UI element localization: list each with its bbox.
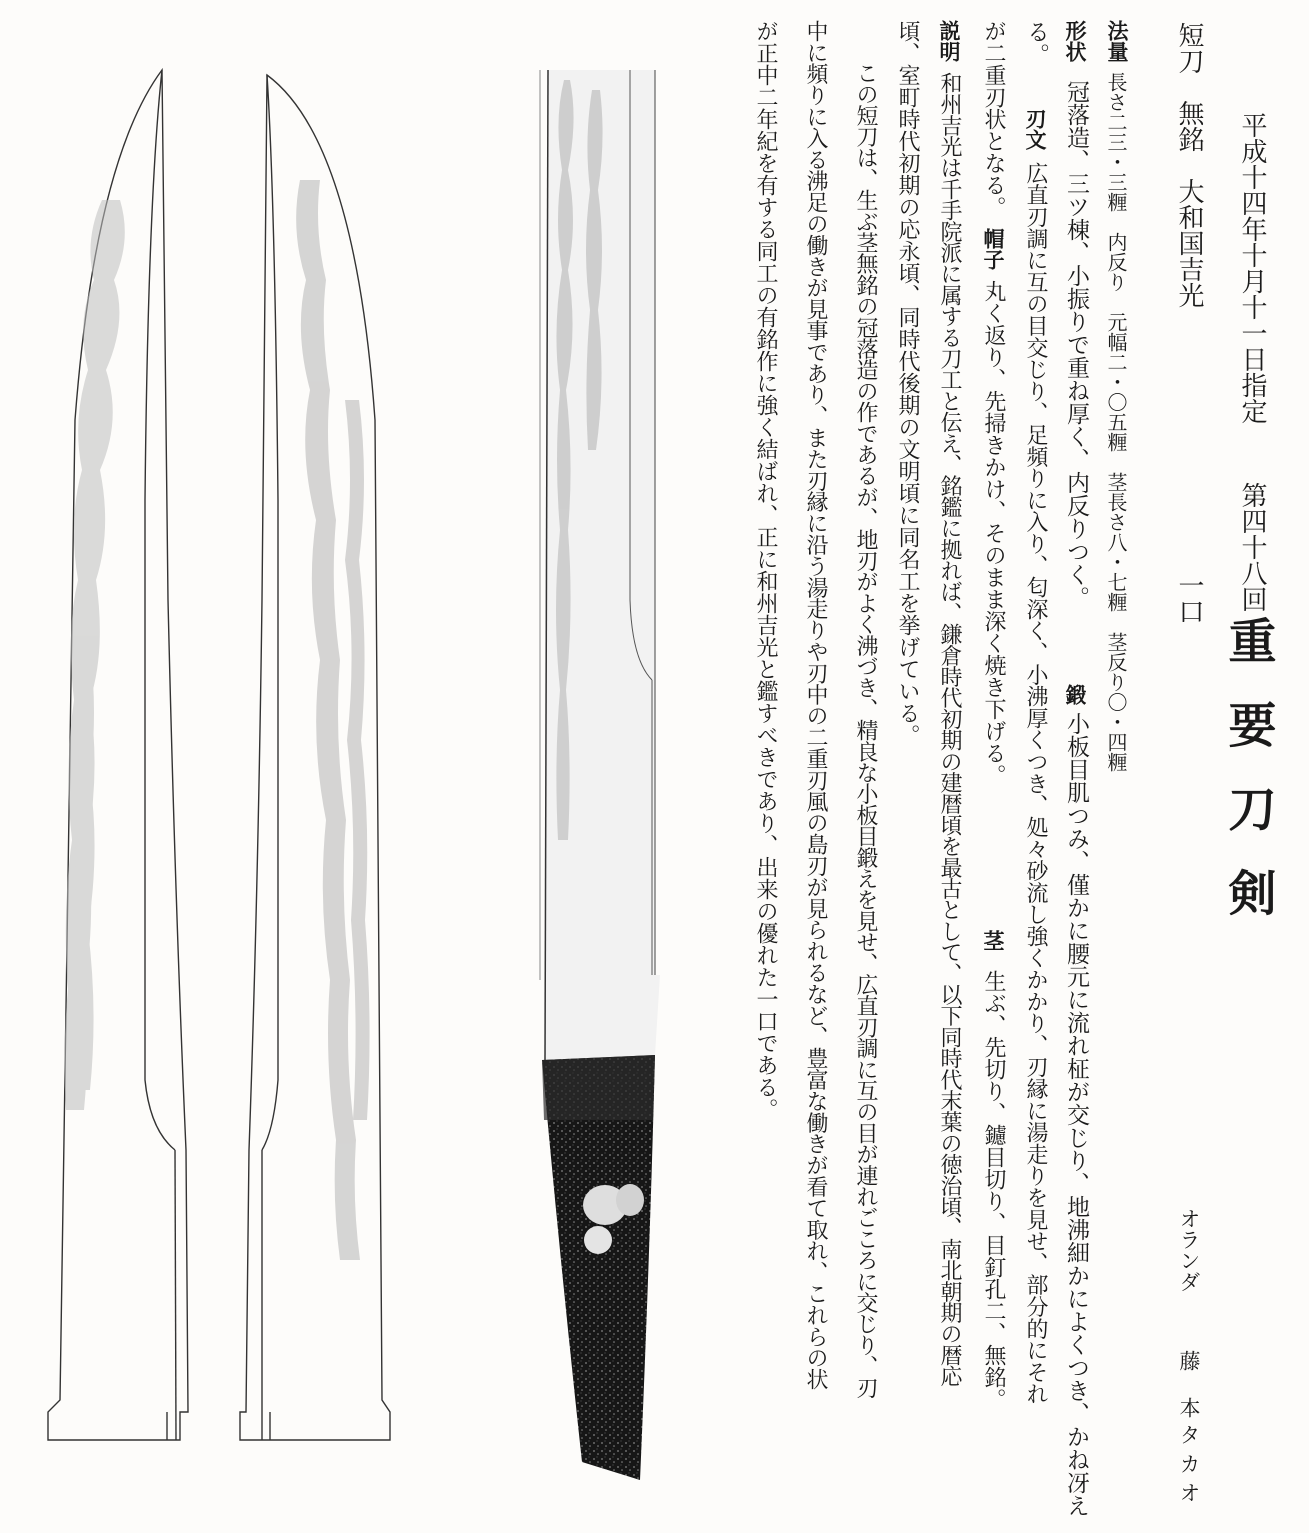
keijo-text: 冠落造、三ツ棟、小振りで重ね厚く、内反りつく。 — [1063, 80, 1089, 609]
setsumei-line-2: 頃、室町時代初期の応永頃、同時代後期の文明頃に同名工を挙げている。 — [895, 20, 920, 746]
setsumei-line-1: 和州吉光は千手院派に属する刀工と伝え、銘鑑に拠れば、鎌倉時代初期の建暦頃を最古として、以下同時代末葉の徳治頃、南北朝期の暦応 — [937, 72, 962, 1387]
owner-family: 藤本 — [1177, 1350, 1201, 1444]
sword-photograph — [540, 70, 660, 1480]
paragraph-line-2: 中に頻りに入る沸足の働きが見事であり、また刃縁に沿う湯走りや刃中の二重刃風の島刃が見られるなど、豊富な働きが看て取れ、これらの状 — [803, 20, 828, 1390]
hamon-text: 広直刃調に互の目交じり、足頻りに入り、匂深く、小沸厚くつき、処々砂流し強くかかり、刃縁に湯走りを見せ、部分的にそれ — [1023, 162, 1048, 1405]
hamon-shading-middle — [296, 180, 369, 1260]
owner-region: オランダ — [1177, 1208, 1201, 1292]
kitae-label: 鍛 — [1063, 684, 1087, 705]
paragraph-line-1: この短刀は、生ぶ茎無銘の冠落造の作であるが、地刃がよく沸づき、精良な小板目鍛えを見せ、広直刃調に互の目が連れごころに交じり、刃 — [853, 62, 878, 1398]
sword-count: 一口 — [1174, 572, 1204, 624]
boshi-label: 帽子 — [981, 228, 1005, 270]
hamon-label: 刃文 — [1023, 108, 1047, 150]
session-number: 第四十八回 — [1237, 482, 1267, 612]
nakago-text: 生ぶ、先切り、鑢目切り、目釘孔二、無銘。 — [981, 970, 1006, 1410]
page-title: 重要刀剣 — [1220, 616, 1276, 952]
sword-name: 短刀 無銘 大和国吉光 — [1174, 22, 1204, 308]
setsumei-label: 説明 — [937, 20, 961, 62]
keijo-label: 形状 — [1063, 20, 1087, 62]
designation-date: 平成十四年十月十一日指定 — [1237, 112, 1267, 424]
kitae-text: 小板目肌つみ、僅かに腰元に流れ柾が交じり、地沸細かによくつき、かね冴え — [1063, 712, 1089, 1517]
hamon-shading-left — [64, 200, 124, 1110]
hamon-text-cont: が二重刃状となる。 — [981, 20, 1006, 218]
nakago-label: 茎 — [981, 930, 1005, 951]
boshi-text: 丸く返り、先掃きかけ、そのまま深く焼き下げる。 — [981, 280, 1006, 786]
hoi-text: 長さ二三・三糎 内反り 元幅二・〇五糎 茎長さ八・七糎 茎反り〇・四糎 — [1104, 72, 1128, 772]
owner-given: タカオ — [1177, 1424, 1201, 1511]
hoi-label: 法量 — [1105, 20, 1129, 62]
paragraph-line-3: が正中二年紀を有する同工の有銘作に強く結ばれ、正に和州吉光と鑑すべきであり、出来の優れた一口である。 — [753, 20, 778, 1120]
kitae-text-cont: る。 — [1023, 20, 1049, 66]
